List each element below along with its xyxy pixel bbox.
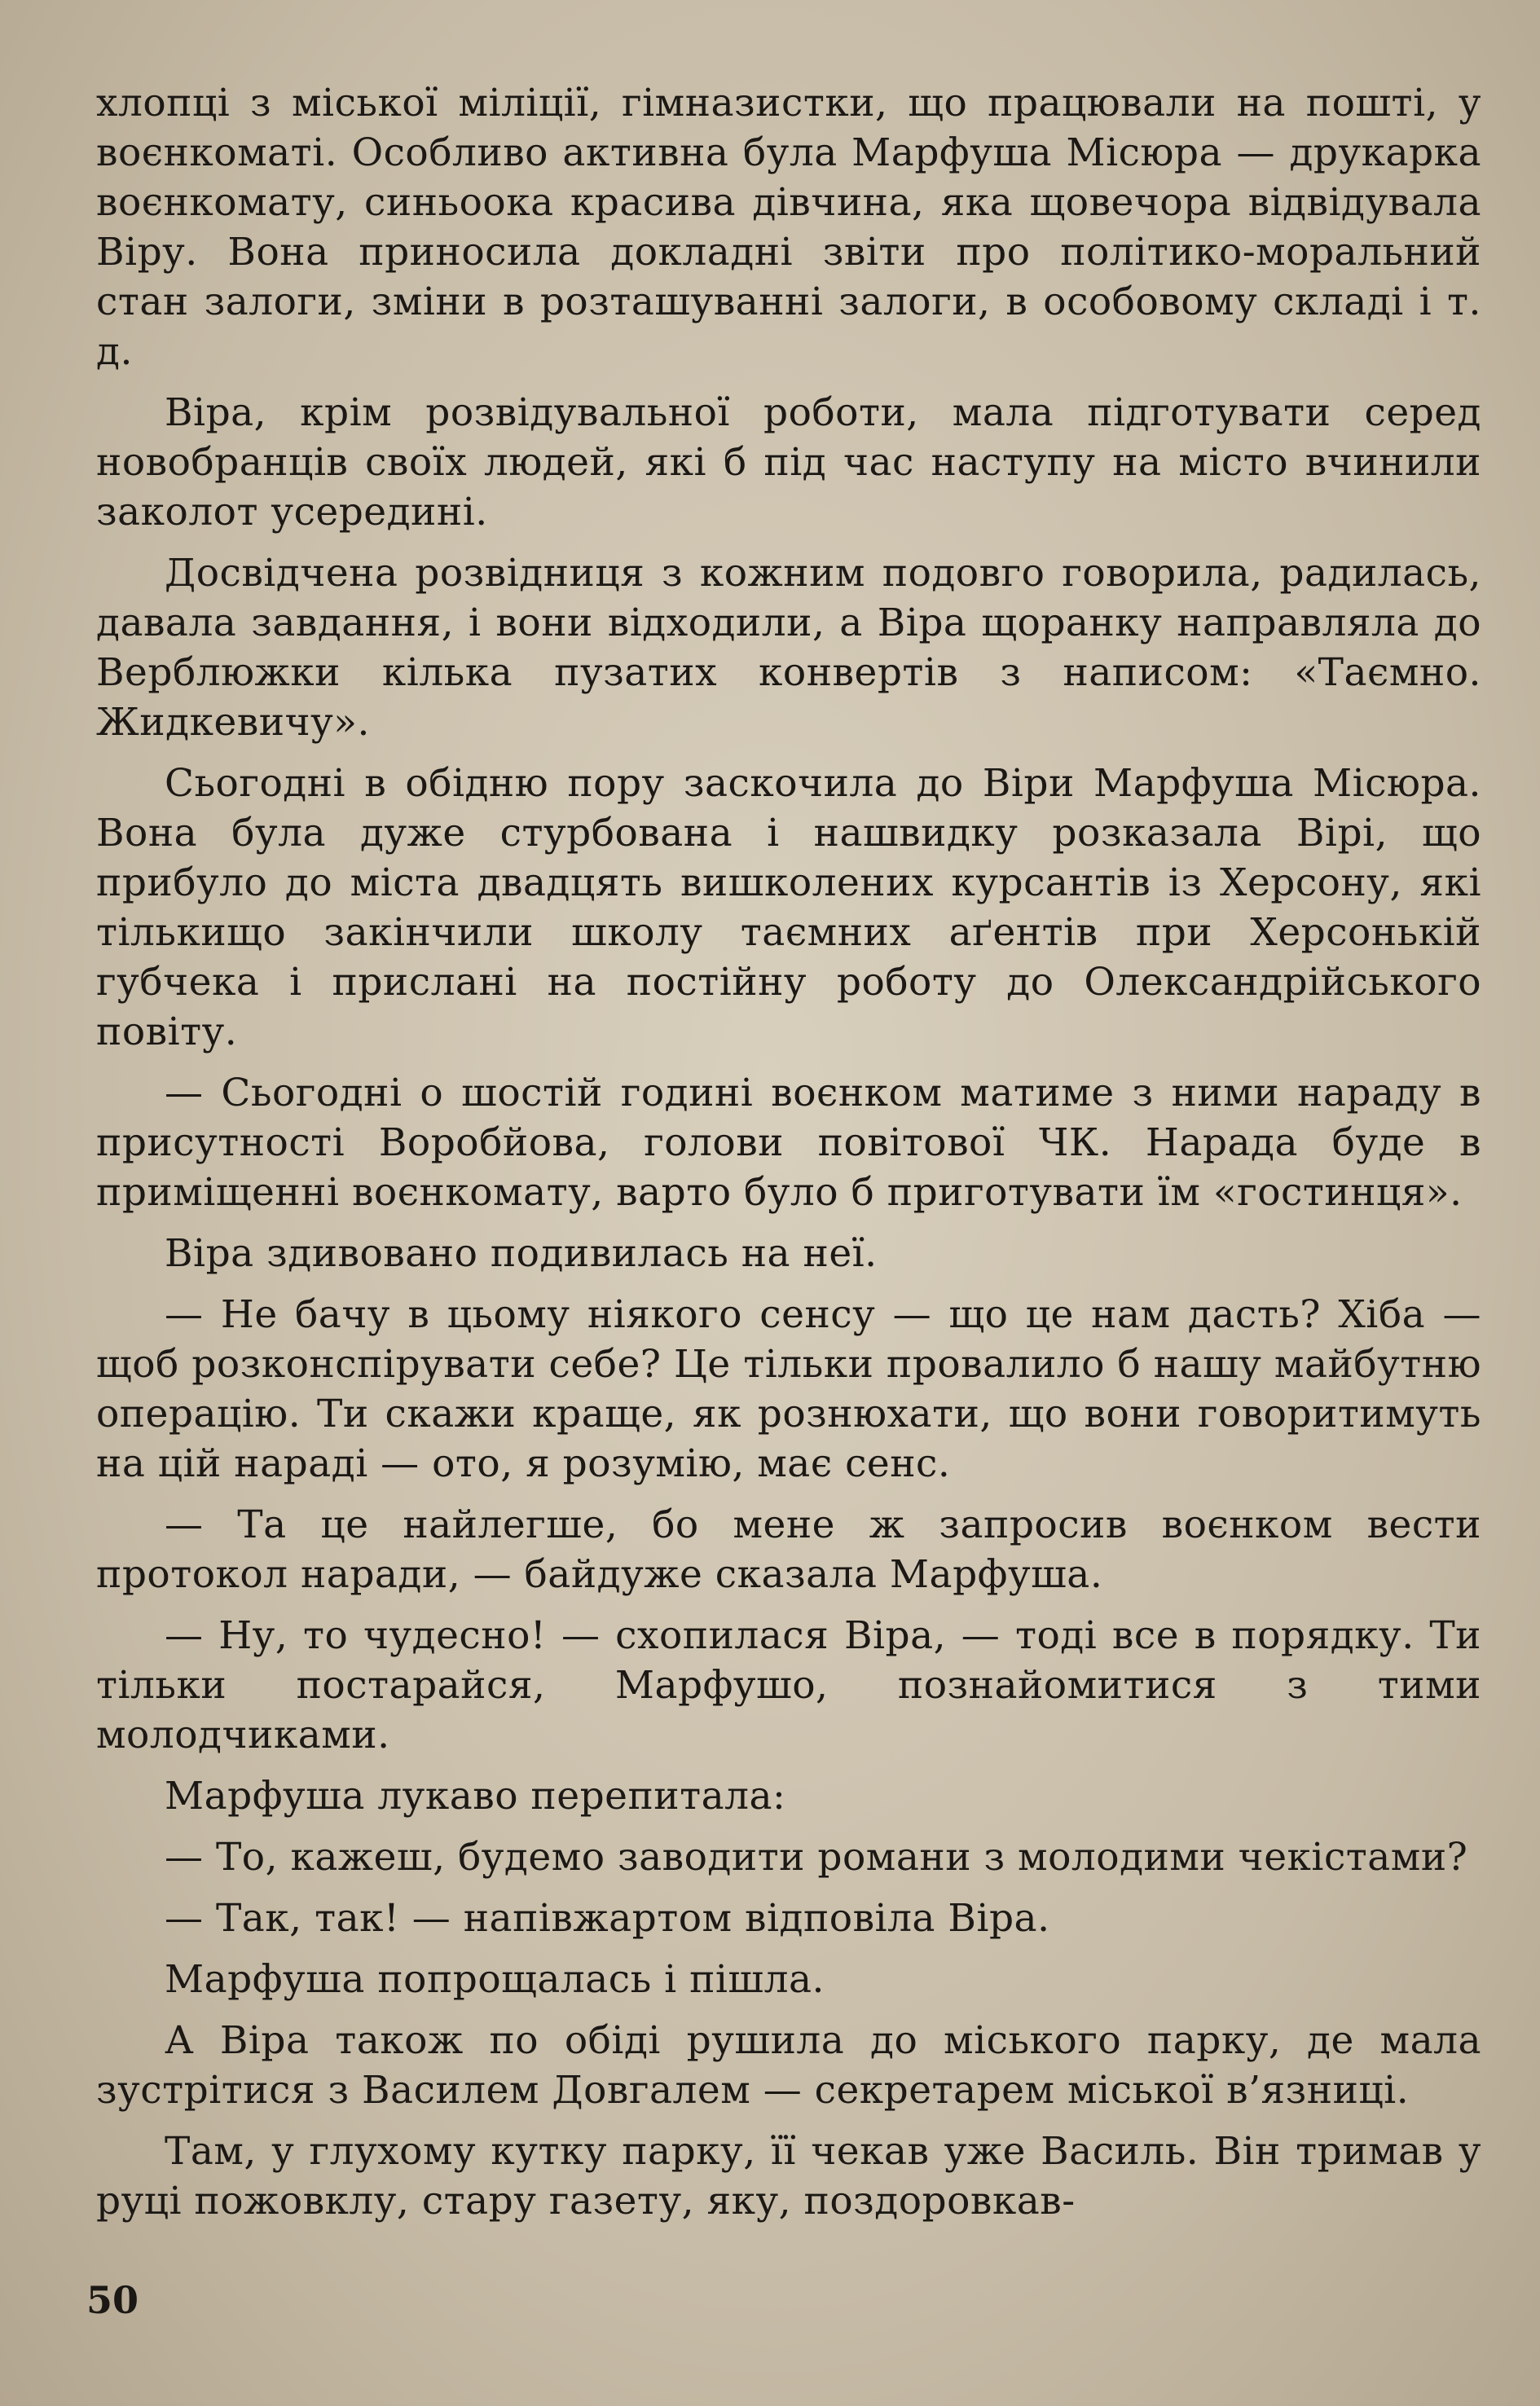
paragraph: — Ну, то чудесно! — схопилася Віра, — тоді все в порядку. Ти тільки постарайся, Марфушо, познайомитися з тими молодчиками.	[96, 1613, 1481, 1757]
paragraph: Віра здивовано подивилась на неї.	[165, 1231, 878, 1276]
paragraph: Марфуша попрощалась і пішла.	[165, 1957, 825, 2002]
paragraph: — Не бачу в цьому ніякого сенсу — що це нам дасть? Хіба — щоб розконспірувати себе? Це тільки провалило б нашу майбутню операцію. Ти скажи краще, як рознюхати, що вони говоритимуть на цій нараді — ото, я розумію, має сенс.	[96, 1292, 1481, 1486]
paragraph: Сьогодні в обідню пору заскочила до Віри Марфуша Місюра. Вона була дуже стурбована і нашвидку розказала Вірі, що прибуло до міста двадцять вишколених курсантів із Херсону, які тількищо закінчили школу таємних аґентів при Херсонькій губчека і прислані на постійну роботу до Олександрійського повіту.	[96, 761, 1481, 1054]
paragraph: — Так, так! — напівжартом відповіла Віра.	[165, 1896, 1050, 1941]
body-text	[96, 78, 1481, 2237]
paragraph: А Віра також по обіді рушила до міського парку, де мала зустрітися з Василем Довгалем — секретарем міської в’язниці.	[96, 2018, 1481, 2113]
paragraph: Досвідчена розвідниця з кожним подовго говорила, радилась, давала завдання, і вони відходили, а Віра щоранку направляла до Верблюжки кілька пузатих конвертів з написом: «Таємно. Жидкевичу».	[96, 551, 1481, 745]
paragraph: — Та це найлегше, бо мене ж запросив воєнком вести протокол наради, — байдуже сказала Марфуша.	[96, 1502, 1481, 1597]
paragraph: Там, у глухому кутку парку, її чекав уже Василь. Він тримав у руці пожовклу, стару газету, яку, поздоровкав-	[96, 2129, 1481, 2223]
paragraph: Віра, крім розвідувальної роботи, мала підготувати серед новобранців своїх людей, які б під час наступу на місто вчинили заколот усередині.	[96, 390, 1481, 534]
page-number: 50	[86, 2278, 139, 2322]
paragraph: — То, кажеш, будемо заводити романи з молодими чекістами?	[165, 1835, 1468, 1880]
paragraph: хлопці з міської міліції, гімназистки, що працювали на пошті, у воєнкоматі. Особливо активна була Марфуша Місюра — друкарка воєнкомату, синьоока красива дівчина, яка щовечора відвідувала Віру. Вона приносила докладні звіти про політико-моральний стан залоги, зміни в розташуванні залоги, в особовому складі і т. д.	[96, 81, 1481, 374]
paragraph: Марфуша лукаво перепитала:	[165, 1774, 786, 1819]
paragraph: — Сьогодні о шостій годині воєнком матиме з ними нараду в присутності Воробйова, голови повітової ЧК. Нарада буде в приміщенні воєнкомату, варто було б приготувати їм «гостинця».	[96, 1071, 1481, 1215]
